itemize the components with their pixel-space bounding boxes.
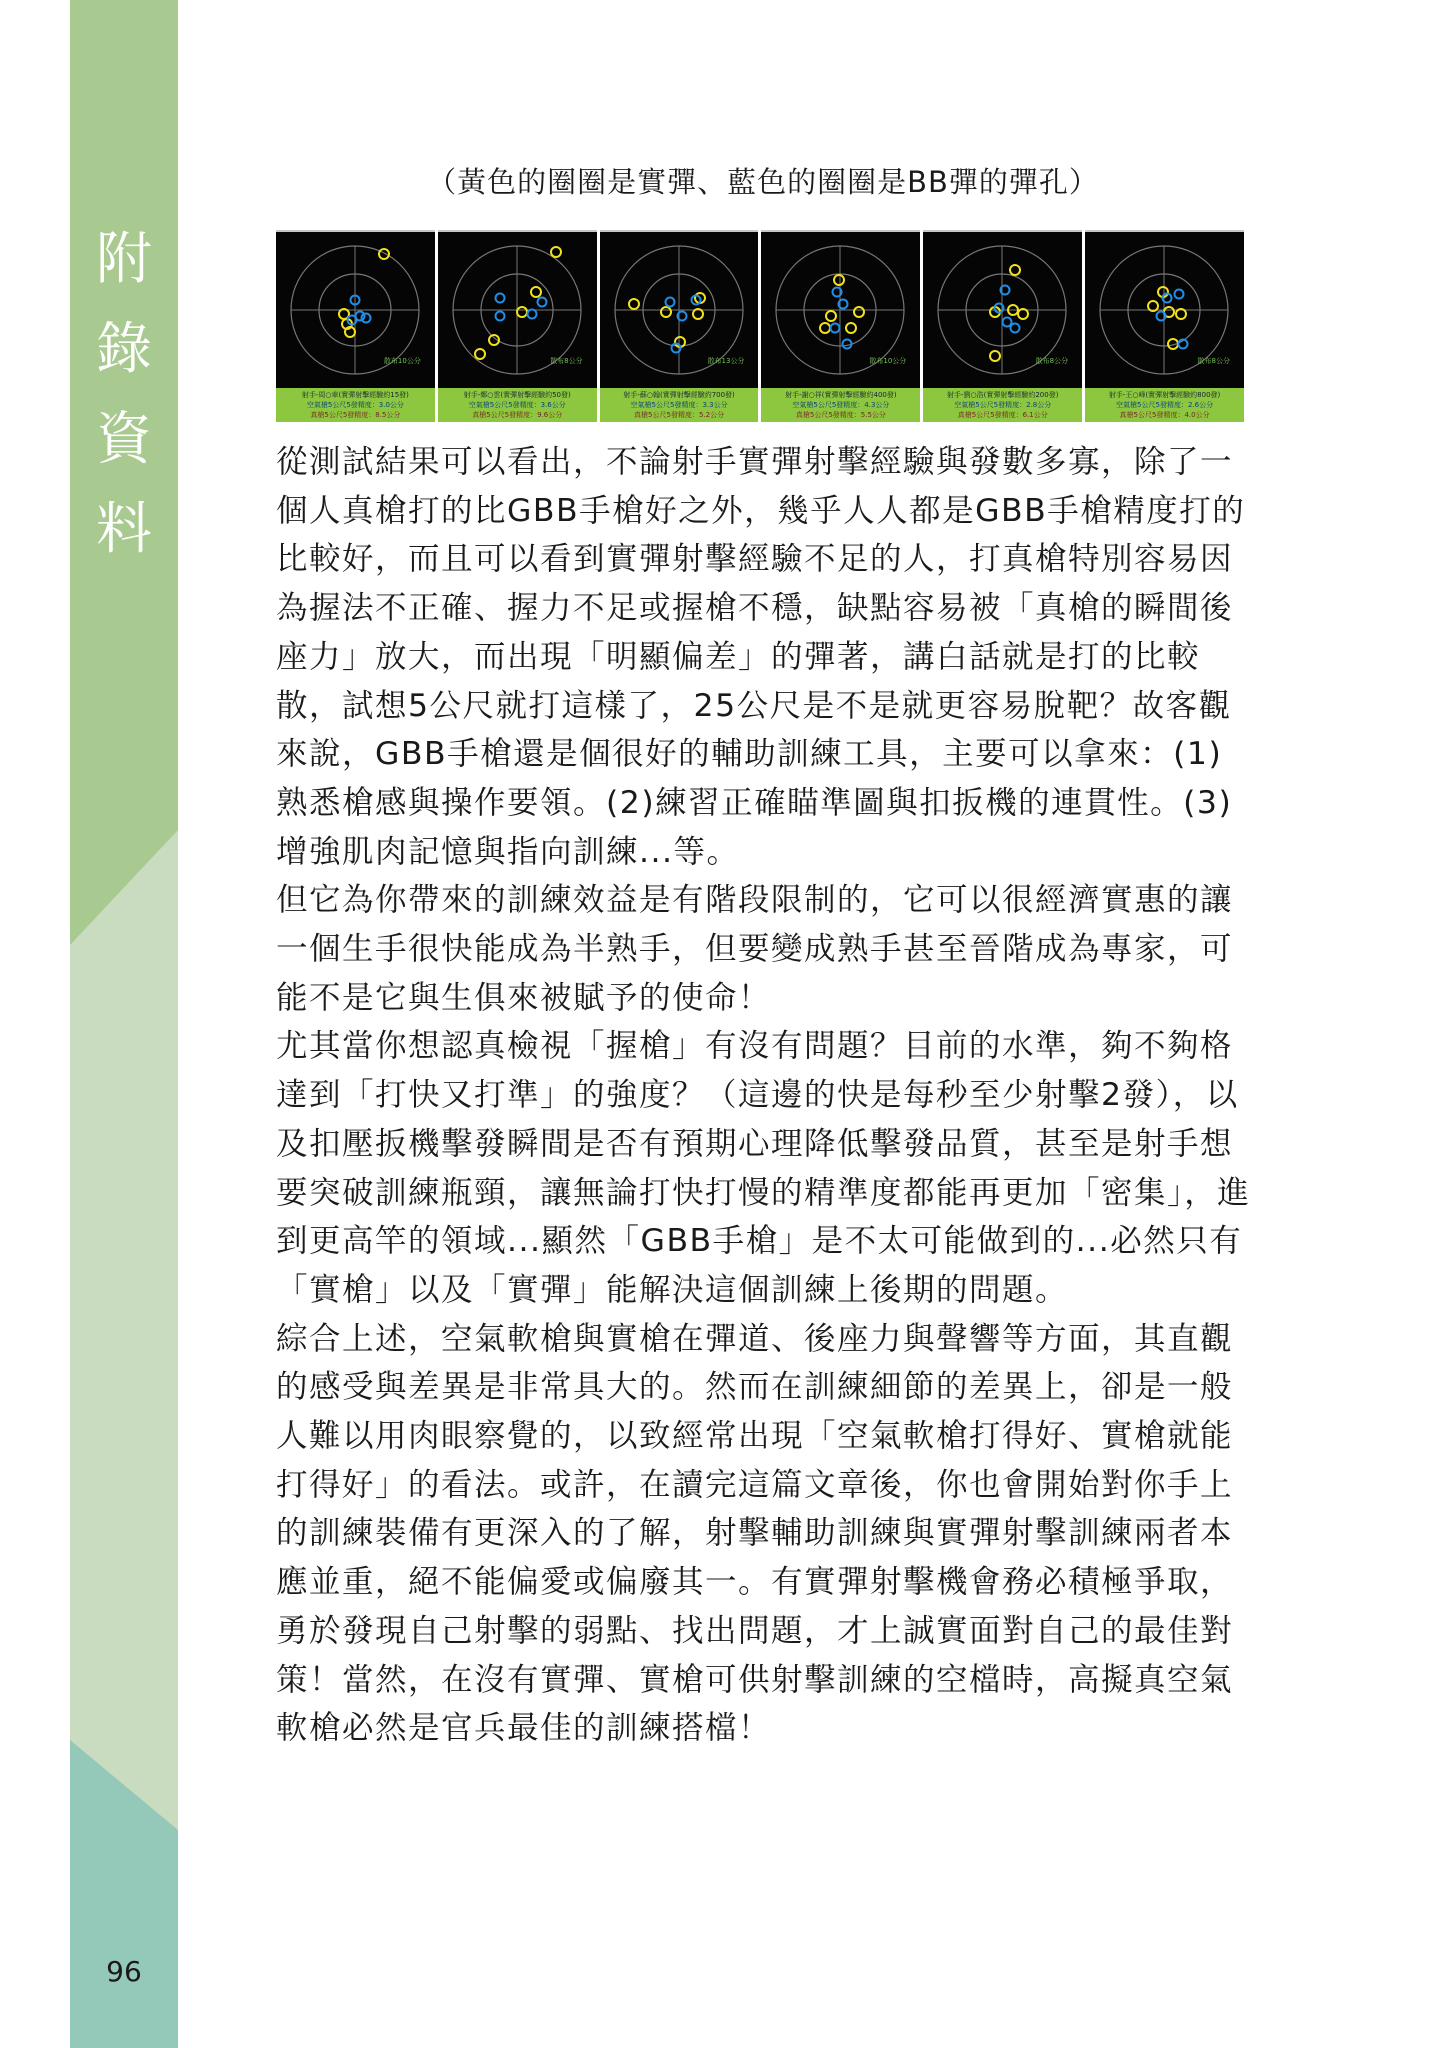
target-scale-label: 散布10公分 [869, 357, 907, 365]
side-title [70, 215, 178, 575]
side-title-char: 附 [96, 227, 152, 292]
airgun-accuracy: 空氣槍5公尺5發精度：3.6公分 [468, 401, 566, 409]
side-title-char: 料 [96, 497, 152, 562]
target-image [276, 230, 435, 422]
target-scale-label: 散布8公分 [1197, 357, 1230, 365]
realgun-accuracy: 真槍5公尺5發精度：8.5公分 [310, 411, 401, 419]
target-image-strip [276, 230, 1244, 420]
target-info-box [276, 388, 435, 422]
target-image [761, 230, 920, 422]
shooter-label: 射手-周○車(實彈射擊經驗約15發) [301, 391, 409, 399]
target-info-box [1085, 388, 1244, 422]
side-title-char: 資 [96, 407, 152, 472]
side-title-char: 錄 [96, 317, 152, 382]
shooter-label: 射手-謝○祥(實彈射擊經驗約400發) [785, 391, 897, 399]
target-info-box [600, 388, 759, 422]
airgun-accuracy: 空氣槍5公尺5發精度：4.3公分 [792, 401, 890, 409]
realgun-accuracy: 真槍5公尺5發精度：9.6公分 [472, 411, 563, 419]
target-scale-label: 散布8公分 [1035, 357, 1069, 365]
target-image [1085, 230, 1244, 422]
article-body [276, 438, 1251, 1753]
paragraph: 從測試結果可以看出，不論射手實彈射擊經驗與發數多寡，除了一個人真槍打的比GBB手槍好之外，幾乎人人都是GBB手槍精度打的比較好，而且可以看到實彈射擊經驗不足的人，打真槍特別容易因為握法不正確、握力不足或握槍不穩，缺點容易被「真槍的瞬間後座力」放大，而出現「明顯偏差」的彈著，講白話就是打的比較散，試想5公尺就打這樣了，25公尺是不是就更容易脫靶？故客觀來說，GBB手槍還是個很好的輔助訓練工具，主要可以拿來：(1)熟悉槍感與操作要領。(2)練習正確瞄準圖與扣扳機的連貫性。(3)增強肌肉記憶與指向訓練...等。 [276, 444, 1246, 870]
paragraph: 綜合上述，空氣軟槍與實槍在彈道、後座力與聲響等方面，其直觀的感受與差異是非常具大的。然而在訓練細節的差異上，卻是一般人難以用肉眼察覺的，以致經常出現「空氣軟槍打得好、實槍就能打得好」的看法。或許，在讀完這篇文章後，你也會開始對你手上的訓練裝備有更深入的了解，射擊輔助訓練與實彈射擊訓練兩者本應並重，絕不能偏愛或偏廢其一。有實彈射擊機會務必積極爭取，勇於發現自己射擊的弱點、找出問題，才上誠實面對自己的最佳對策！當然，在沒有實彈、實槍可供射擊訓練的空檔時，高擬真空氣軟槍必然是官兵最佳的訓練搭檔！ [276, 1320, 1234, 1747]
realgun-accuracy: 真槍5公尺5發精度：5.5公分 [795, 411, 886, 419]
page-number: 96 [106, 1955, 142, 1988]
target-info-box [438, 388, 597, 422]
shooter-label: 射手-蘇○翰(實彈射擊經驗約700發) [623, 391, 735, 399]
shooter-label: 射手-鄭○雲(實彈射擊經驗約50發) [463, 391, 571, 399]
realgun-accuracy: 真槍5公尺5發精度：5.2公分 [634, 411, 725, 419]
target-info-box [923, 388, 1082, 422]
airgun-accuracy: 空氣槍5公尺5發精度：2.6公分 [1116, 401, 1214, 409]
target-scale-label: 散布10公分 [383, 357, 421, 365]
airgun-accuracy: 空氣槍5公尺5發精度：3.0公分 [306, 401, 404, 409]
figure-caption: （黃色的圈圈是實彈、藍色的圈圈是BB彈的彈孔） [427, 165, 1099, 199]
realgun-accuracy: 真槍5公尺5發精度：4.0公分 [1119, 411, 1210, 419]
shooter-label: 射手-王○峰(實彈射擊經驗約800發) [1108, 391, 1221, 399]
target-scale-label: 散布13公分 [707, 357, 745, 365]
paragraph: 但它為你帶來的訓練效益是有階段限制的，它可以很經濟實惠的讓一個生手很快能成為半熟手，但要變成熟手甚至晉階成為專家，可能不是它與生俱來被賦予的使命！ [276, 882, 1234, 1016]
shooter-label: 射手-劉○浩(實彈射擊經驗約200發) [946, 391, 1059, 399]
target-image [600, 230, 759, 422]
airgun-accuracy: 空氣槍5公尺5發精度：3.3公分 [630, 401, 728, 409]
realgun-accuracy: 真槍5公尺5發精度：6.1公分 [957, 411, 1048, 419]
target-scale-label: 散布8公分 [550, 357, 583, 365]
target-image [923, 230, 1082, 422]
paragraph: 尤其當你想認真檢視「握槍」有沒有問題？目前的水準，夠不夠格達到「打快又打準」的強度？（這邊的快是每秒至少射擊2發），以及扣壓扳機擊發瞬間是否有預期心理降低擊發品質，甚至是射手想要突破訓練瓶頸，讓無論打快打慢的精準度都能再更加「密集」，進到更高竿的領域...顯然「GBB手槍」是不太可能做到的...必然只有「實槍」以及「實彈」能解決這個訓練上後期的問題。 [276, 1028, 1251, 1308]
target-image [438, 230, 597, 422]
airgun-accuracy: 空氣槍5公尺5發精度：2.8公分 [954, 401, 1052, 409]
target-info-box [761, 388, 920, 422]
